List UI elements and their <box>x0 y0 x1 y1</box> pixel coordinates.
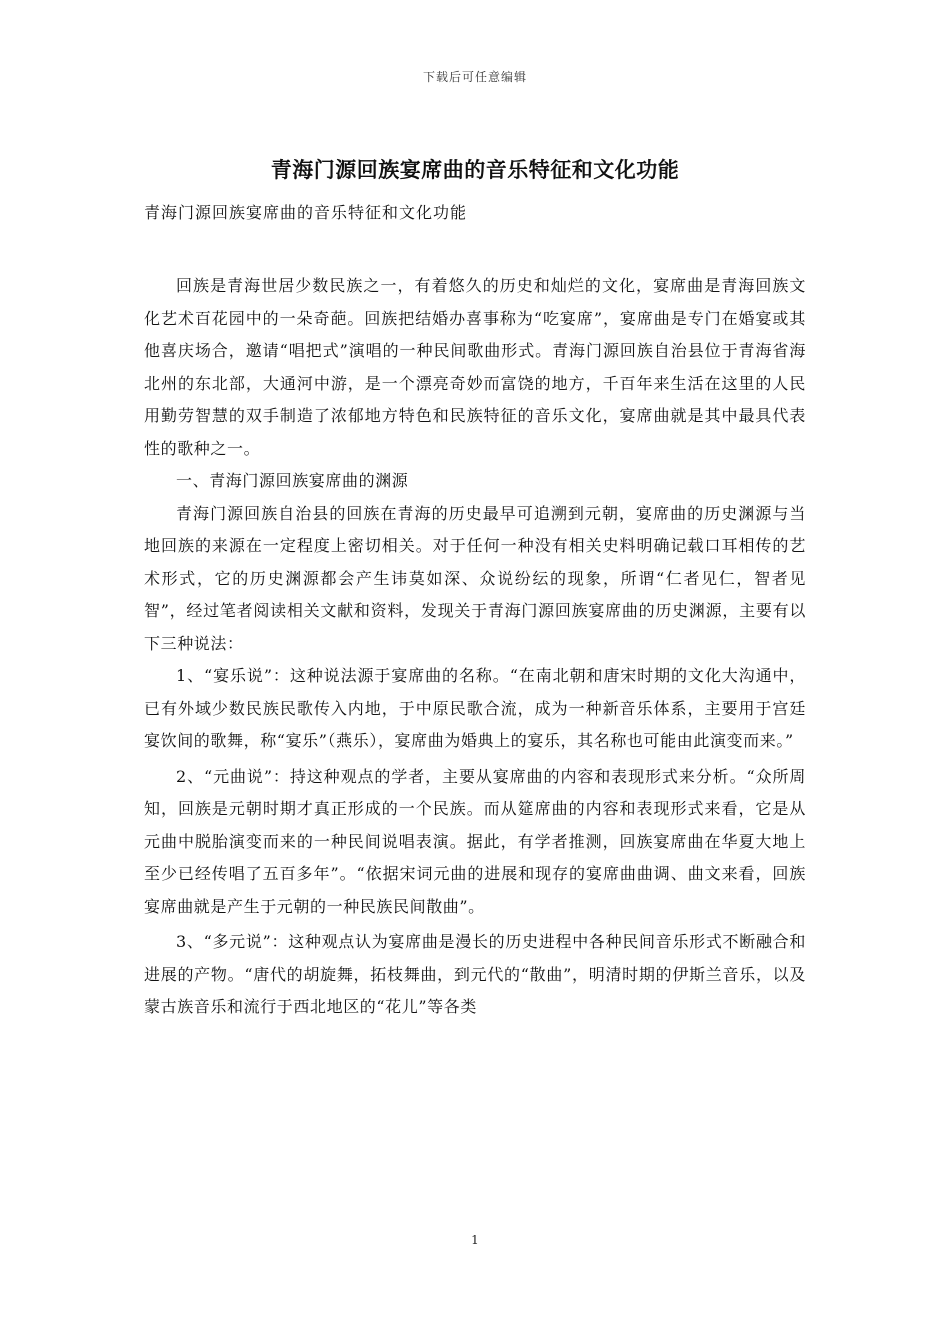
page-header: 下载后可任意编辑 <box>422 70 527 84</box>
theory-2-paragraph: 2、“元曲说”：持这种观点的学者，主要从宴席曲的内容和表现形式来分析。“众所周知，回族是元朝时期才真正形成的一个民族。而从筵席曲的内容和表现形式来看，它是从元曲中脱胎演变而来的一种民间说唱表演。据此，有学者推测，回族宴席曲在华夏大地上至少已经传唱了五百多年”。“依据宋词元曲的进展和现存的宴席曲曲调、曲文来看，回族宴席曲就是产生于元朝的一种民族民间散曲”。 <box>144 766 806 916</box>
document-subtitle: 青海门源回族宴席曲的音乐特征和文化功能 <box>144 203 468 222</box>
section-heading: 一、青海门源回族宴席曲的渊源 <box>176 471 409 490</box>
theory-3-paragraph: 3、“多元说”：这种观点认为宴席曲是漫长的历史进程中各种民间音乐形式不断融合和进展的产物。“唐代的胡旋舞，拓枝舞曲，到元代的“散曲”，明清时期的伊斯兰音乐，以及蒙古族音乐和流行于西北地区的“花儿”等各类 <box>144 932 806 1016</box>
theory-1-paragraph: 1、“宴乐说”：这种说法源于宴席曲的名称。“在南北朝和唐宋时期的文化大沟通中，已有外域少数民族民歌传入内地，于中原民歌合流，成为一种新音乐体系，主要用于宫廷宴饮间的歌舞，称“宴乐”（燕乐），宴席曲为婚典上的宴乐，其名称也可能由此演变而来。” <box>144 666 806 750</box>
origin-paragraph: 青海门源回族自治县的回族在青海的历史最早可追溯到元朝，宴席曲的历史渊源与当地回族的来源在一定程度上密切相关。对于任何一种没有相关史料明确记载口耳相传的艺术形式，它的历史渊源都会产生讳莫如深、众说纷纭的现象，所谓“仁者见仁，智者见智”，经过笔者阅读相关文献和资料，发现关于青海门源回族宴席曲的历史渊源，主要有以下三种说法： <box>144 503 806 653</box>
page-number: 1 <box>471 1233 479 1247</box>
intro-paragraph: 回族是青海世居少数民族之一，有着悠久的历史和灿烂的文化，宴席曲是青海回族文化艺术百花园中的一朵奇葩。回族把结婚办喜事称为“吃宴席”，宴席曲是专门在婚宴或其他喜庆场合，邀请“唱把式”演唱的一种民间歌曲形式。青海门源回族自治县位于青海省海北州的东北部，大通河中游，是一个漂亮奇妙而富饶的地方，千百年来生活在这里的人民用勤劳智慧的双手制造了浓郁地方特色和民族特征的音乐文化，宴席曲就是其中最具代表性的歌种之一。 <box>144 276 806 458</box>
document-body <box>144 270 806 1024</box>
document-title: 青海门源回族宴席曲的音乐特征和文化功能 <box>270 157 680 182</box>
